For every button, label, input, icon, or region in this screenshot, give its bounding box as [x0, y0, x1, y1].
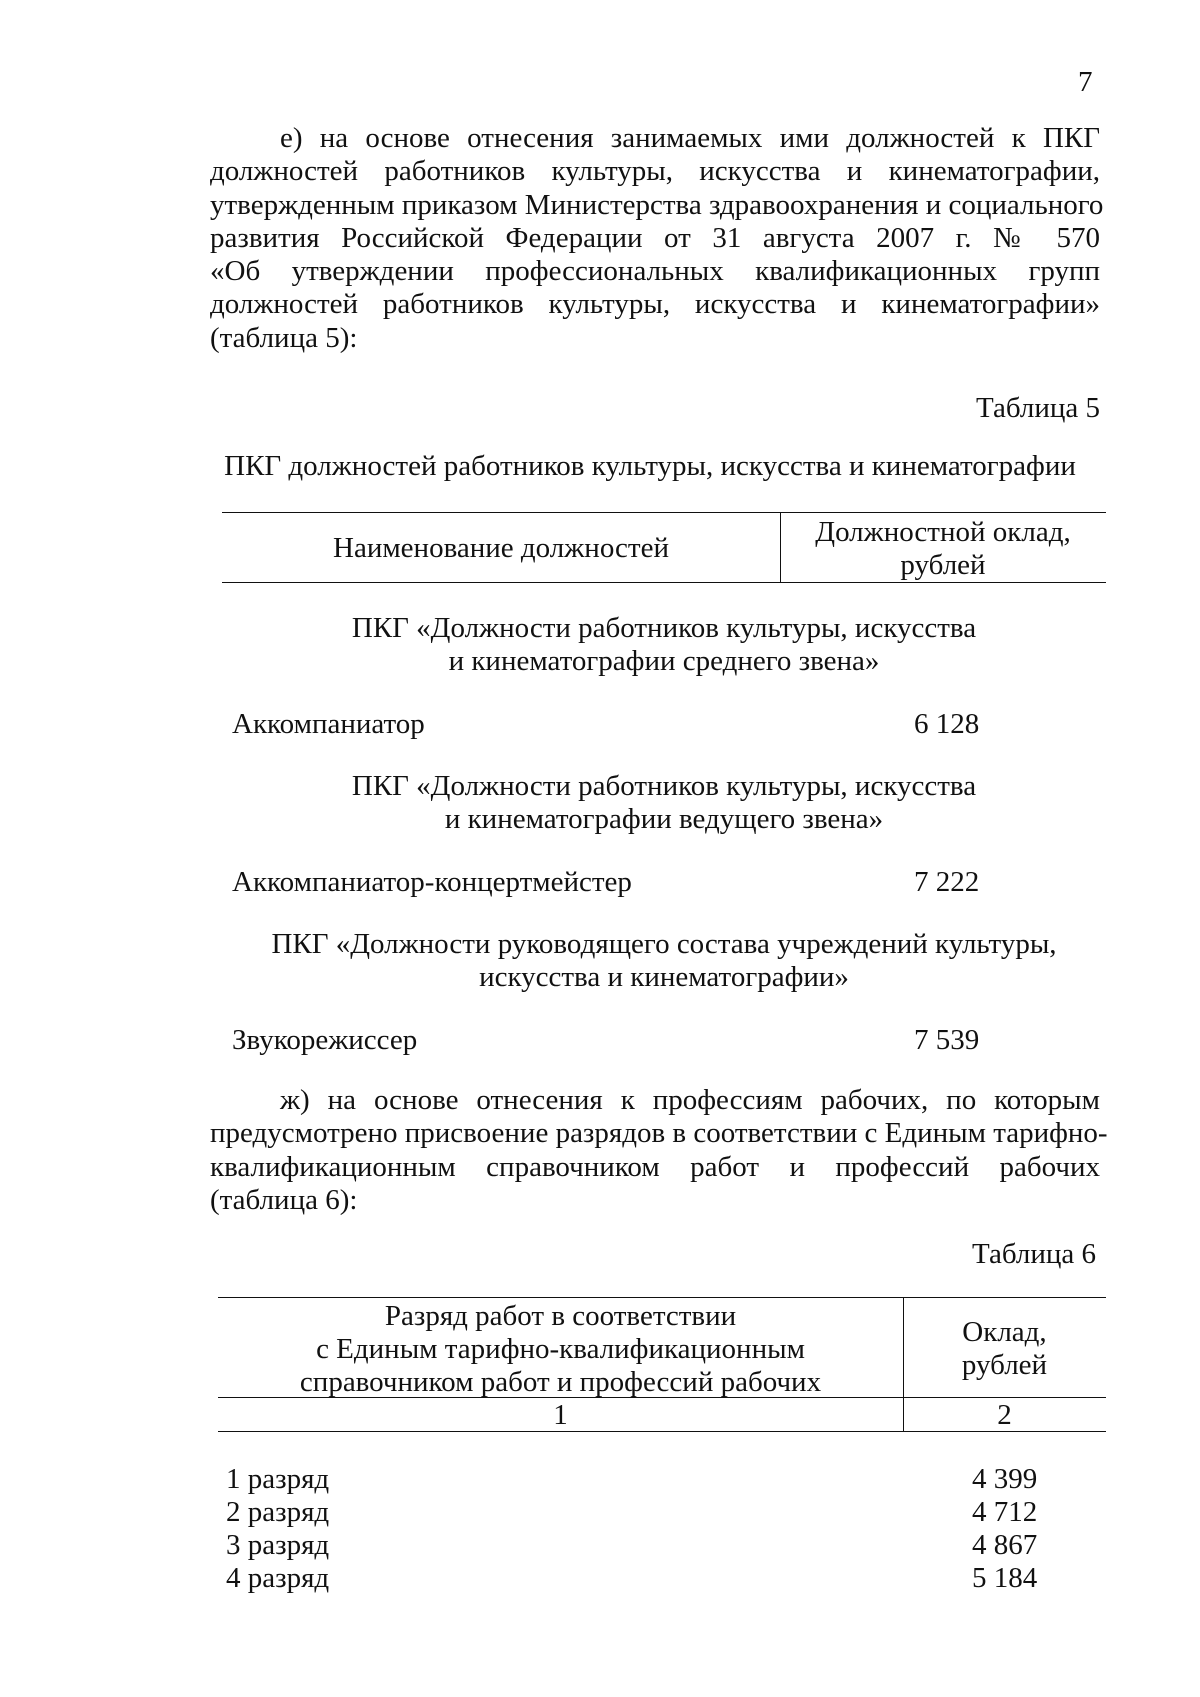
page-number: 7 — [1078, 66, 1093, 98]
table6-row-value: 4 399 — [972, 1463, 1038, 1495]
table6-header-col1-line: с Единым тарифно-квалификационным — [316, 1333, 805, 1365]
group-title-line: ПКГ «Должности работников культуры, искусства — [351, 770, 977, 802]
table5-row-name: Аккомпаниатор-концертмейстер — [232, 866, 632, 898]
table6-header-col1-line: справочником работ и профессий рабочих — [299, 1366, 822, 1398]
group-title-line: и кинематографии ведущего звена» — [444, 803, 884, 835]
table5-group-title — [222, 928, 1106, 994]
table5-row-value: 7 222 — [914, 866, 980, 898]
table5-label: Таблица 5 — [975, 392, 1100, 424]
paragraph-line: квалификационным справочником работ и профессий рабочих — [210, 1150, 1100, 1183]
table6-header-col2-line1: Оклад, — [962, 1316, 1047, 1348]
paragraph-zh — [210, 1084, 1108, 1217]
paragraph-line: должностей работников культуры, искусства и кинематографии» — [210, 288, 1100, 321]
paragraph-e — [210, 122, 1104, 355]
paragraph-line: предусмотрено присвоение разрядов в соответствии с Единым тарифно- — [210, 1117, 1108, 1150]
table6-header-col1 — [218, 1300, 903, 1399]
group-title-line: ПКГ «Должности руководящего состава учреждений культуры, — [271, 928, 1057, 960]
table-row — [226, 1529, 1106, 1562]
table-row — [226, 1463, 1106, 1496]
table6-row-name: 1 разряд — [226, 1463, 330, 1495]
table5-group-title — [222, 770, 1106, 836]
table5-top-rule — [222, 512, 1106, 513]
table5-group-title — [222, 612, 1106, 678]
table6-header-col1-line: Разряд работ в соответствии — [384, 1300, 737, 1332]
table6-col-number-2: 2 — [997, 1399, 1012, 1431]
table5-header-col1: Наименование должностей — [333, 532, 669, 564]
table6-row-value: 4 712 — [972, 1496, 1038, 1528]
table5-header-bottom-rule — [222, 582, 1106, 583]
paragraph-line: (таблица 6): — [210, 1183, 358, 1216]
paragraph-line: должностей работников культуры, искусства и кинематографии, — [210, 155, 1100, 188]
paragraph-line: развития Российской Федерации от 31 августа 2007 г. № 570 — [210, 221, 1100, 254]
table5-row-value: 6 128 — [914, 708, 980, 740]
table6-row-name: 3 разряд — [226, 1529, 330, 1561]
table5-row-value: 7 539 — [914, 1024, 980, 1056]
table6-col-number-1: 1 — [553, 1399, 568, 1431]
table-row — [226, 1496, 1106, 1529]
table6-header-col2 — [903, 1316, 1106, 1382]
group-title-line: ПКГ «Должности работников культуры, искусства — [351, 612, 977, 644]
paragraph-line: (таблица 5): — [210, 321, 358, 354]
table6-top-rule — [218, 1297, 1106, 1298]
group-title-line: и кинематографии среднего звена» — [448, 645, 880, 677]
paragraph-line: «Об утверждении профессиональных квалификационных групп — [210, 255, 1100, 288]
table5-header-col2 — [780, 516, 1106, 582]
table6-header-col2-line2: рублей — [961, 1349, 1048, 1381]
paragraph-line: е) на основе отнесения занимаемых ими должностей к ПКГ — [280, 122, 1100, 154]
table5-title: ПКГ должностей работников культуры, искусства и кинематографии — [224, 450, 1076, 482]
table6-label: Таблица 6 — [971, 1238, 1096, 1270]
table-row — [226, 1562, 1106, 1595]
table6-row-name: 4 разряд — [226, 1562, 330, 1594]
table6-row-value: 5 184 — [972, 1562, 1038, 1594]
table6-row-name: 2 разряд — [226, 1496, 330, 1528]
table5-header-col2-line2: рублей — [900, 549, 986, 581]
paragraph-line: утвержденным приказом Министерства здравоохранения и социального — [210, 188, 1104, 221]
table5-row-name: Звукорежиссер — [232, 1024, 418, 1056]
table5-header-col2-line1: Должностной оклад, — [815, 516, 1071, 548]
table6-row-value: 4 867 — [972, 1529, 1038, 1561]
group-title-line: искусства и кинематографии» — [479, 961, 849, 993]
paragraph-line: ж) на основе отнесения к профессиям рабочих, по которым — [280, 1084, 1100, 1116]
table5-row-name: Аккомпаниатор — [232, 708, 425, 740]
table6-rows — [226, 1463, 1106, 1595]
